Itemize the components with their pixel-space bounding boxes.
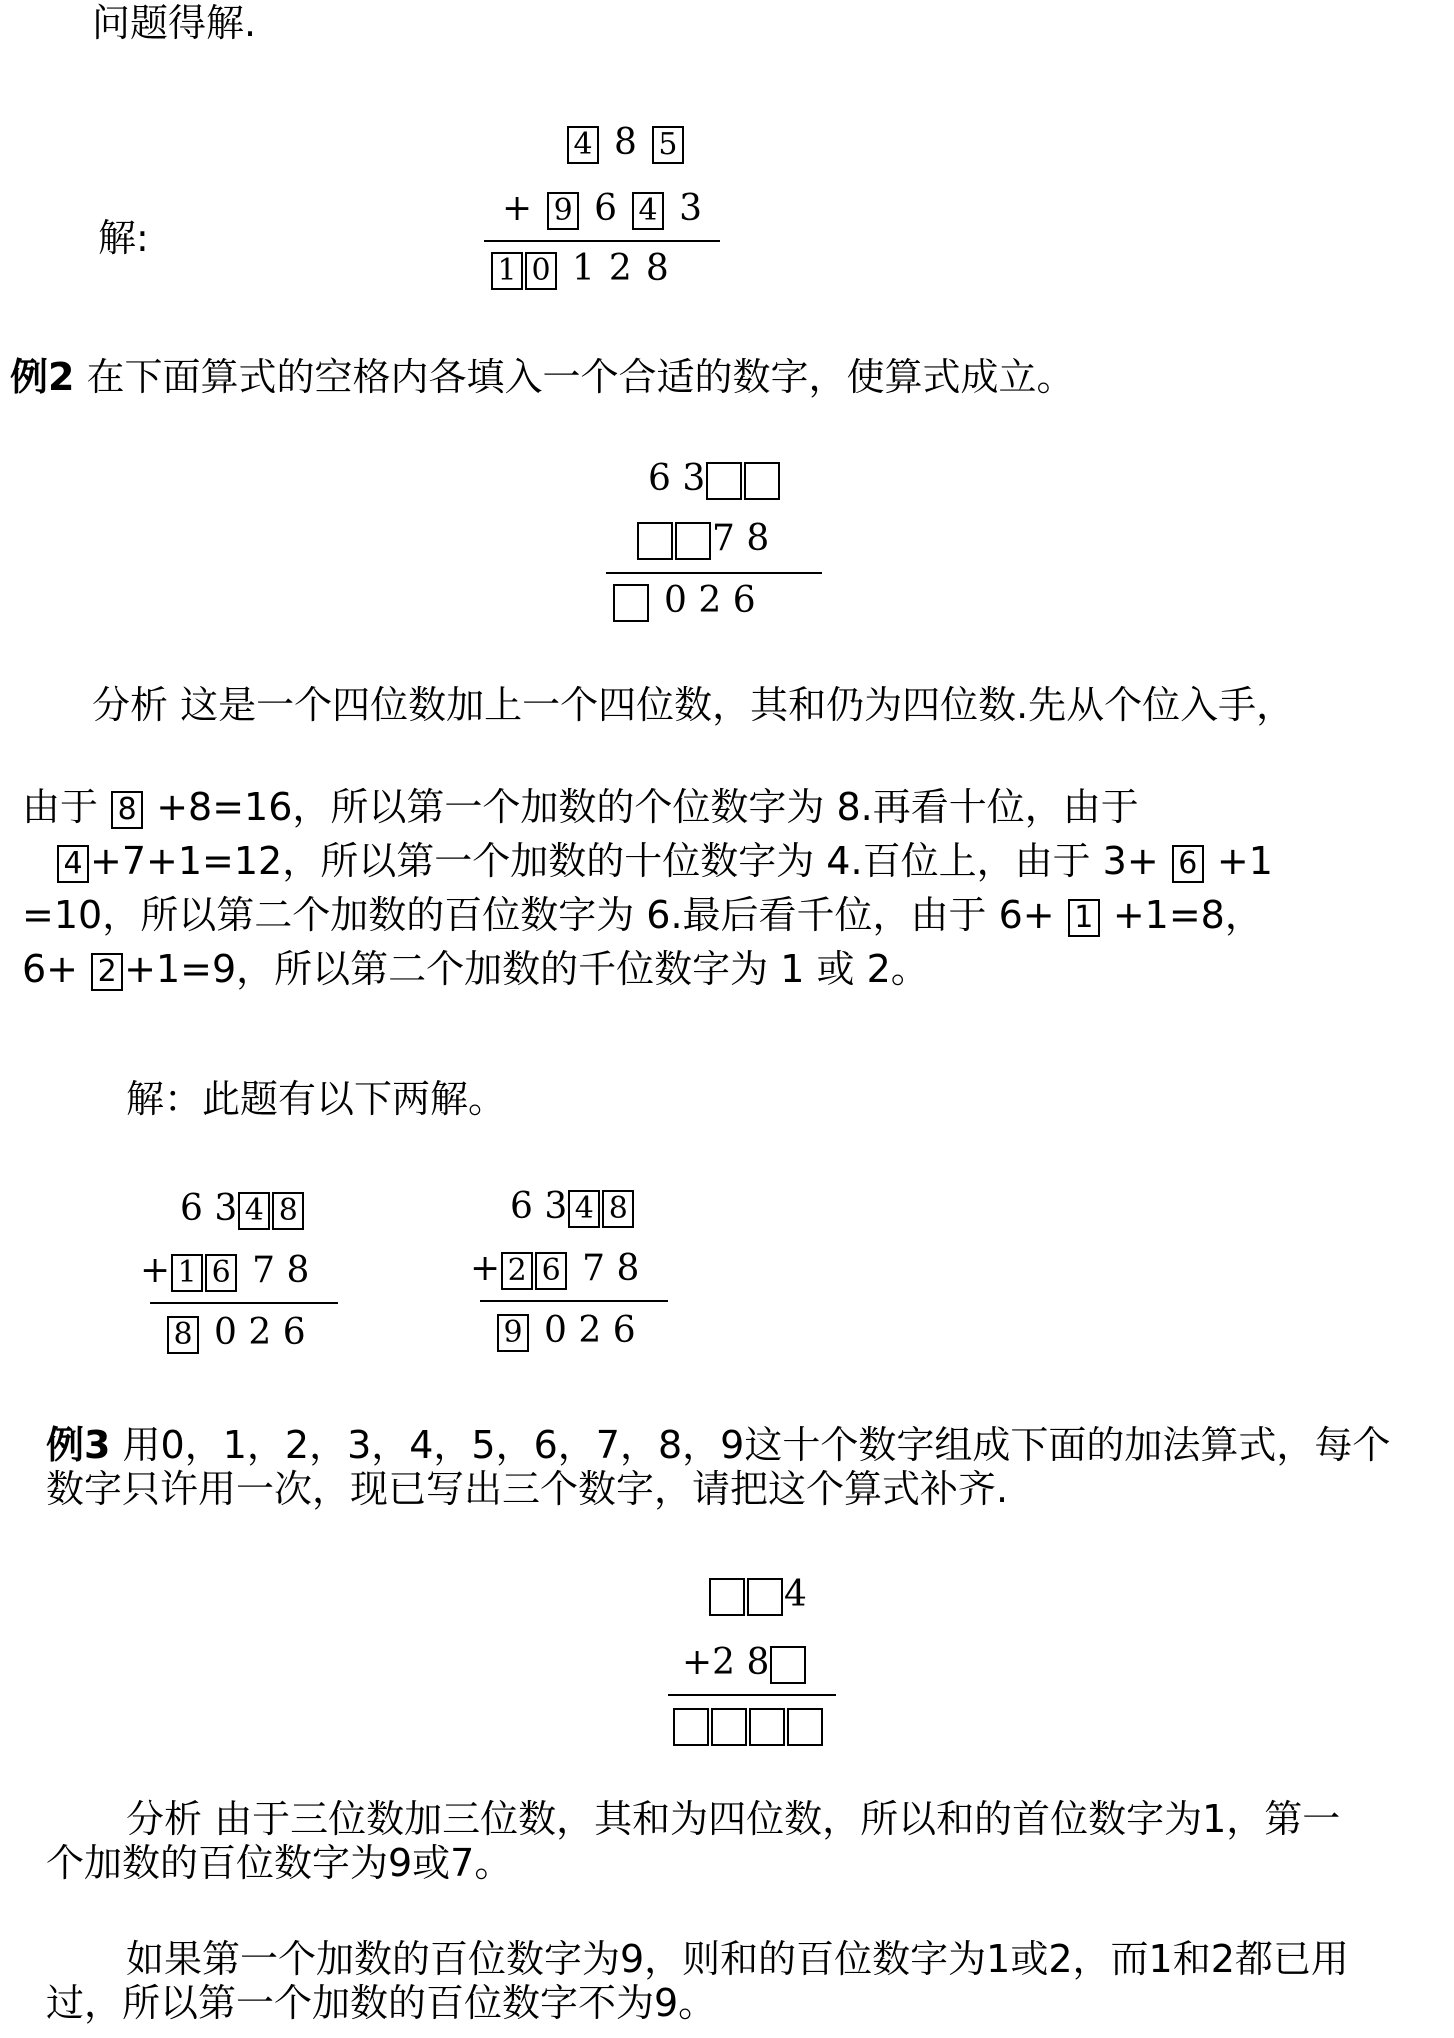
ex3-row2	[682, 1640, 807, 1686]
digit-box: 8	[602, 1190, 634, 1228]
intro-text: 问题得解.	[92, 1, 257, 45]
blank-box	[637, 522, 673, 560]
digit-box: 8	[167, 1316, 199, 1354]
digit-box: 4	[567, 126, 599, 164]
digit: 4	[784, 1574, 807, 1615]
ex3-row3	[672, 1702, 824, 1748]
digit-box: 6	[1172, 845, 1204, 883]
sum-line	[606, 572, 822, 574]
digit-box: 4	[238, 1192, 270, 1230]
ex3-paragraph-line-1: 如果第一个加数的百位数字为9，则和的百位数字为1或2，而1和2都已用	[126, 1937, 1349, 1981]
sol-a-row3	[166, 1310, 306, 1356]
example-label: 例2	[10, 355, 75, 399]
blank-box	[711, 1708, 747, 1746]
digits: 7 8	[712, 518, 770, 559]
digits: 2 8	[712, 1642, 770, 1683]
blank-box	[673, 1708, 709, 1746]
digit: 2	[608, 248, 632, 289]
digit: 1	[572, 248, 595, 289]
sol-a-row1	[180, 1186, 305, 1232]
analysis-line-3	[56, 838, 1273, 884]
ex1-row2	[502, 186, 702, 232]
analysis-line-1: 分析 这是一个四位数加上一个四位数，其和仍为四位数.先从个位入手，	[92, 683, 1295, 727]
example-2-heading	[10, 354, 1075, 400]
analysis-line-4	[22, 892, 1263, 938]
digits: 0 2 6	[544, 1310, 636, 1351]
digit-box: 1	[491, 252, 523, 290]
digit: 3	[679, 188, 702, 229]
sol-b-row3	[496, 1308, 636, 1354]
example-question: 用0，1，2，3，4，5，6，7，8，9这十个数字组成下面的加法算式，每个	[122, 1423, 1391, 1467]
plus-sign: +	[470, 1248, 501, 1289]
digit: 8	[645, 248, 669, 289]
digit-box: 0	[525, 252, 557, 290]
text-fragment: +8=16，所以第一个加数的个位数字为 8.再看十位，由于	[156, 785, 1139, 829]
sum-line	[484, 240, 720, 242]
ex3-paragraph-line-2: 过，所以第一个加数的百位数字不为9。	[46, 1981, 717, 2025]
example-label: 例3	[46, 1423, 111, 1467]
ex1-row3	[490, 246, 669, 292]
digit-box: 4	[632, 192, 664, 230]
text-fragment: +1=8，	[1112, 893, 1263, 937]
solution-heading: 解：此题有以下两解。	[126, 1077, 507, 1121]
digit-box: 5	[652, 126, 684, 164]
ex2-row2	[636, 516, 769, 562]
digits: 6 3	[510, 1186, 568, 1227]
digits: 0 2 6	[664, 580, 756, 621]
digit-box: 4	[568, 1190, 600, 1228]
text-fragment: +1	[1216, 839, 1273, 883]
digit-box: 1	[171, 1254, 203, 1292]
example-3-heading-line-2: 数字只许用一次，现已写出三个数字，请把这个算式补齐.	[46, 1467, 1009, 1511]
digit: 6	[594, 188, 618, 229]
blank-box	[787, 1708, 823, 1746]
ex3-analysis-line-1: 分析 由于三位数加三位数，其和为四位数，所以和的首位数字为1，第一	[126, 1797, 1341, 1841]
sum-line	[668, 1694, 836, 1696]
ex3-row1	[708, 1572, 807, 1618]
ex1-row1	[566, 120, 685, 166]
digits: 0 2 6	[214, 1312, 306, 1353]
text-fragment: =10，所以第二个加数的百位数字为 6.最后看千位，由于 6+	[22, 893, 1055, 937]
digit-box: 6	[205, 1254, 237, 1292]
ex2-row1	[648, 456, 781, 502]
digit-box: 1	[1068, 899, 1100, 937]
digit-box: 9	[547, 192, 579, 230]
digit: 8	[614, 122, 637, 163]
example-3-heading-line-1	[46, 1422, 1390, 1468]
digit-box: 2	[501, 1252, 533, 1290]
blank-box	[706, 462, 742, 500]
digit-box: 8	[272, 1192, 304, 1230]
plus-sign: +	[682, 1642, 713, 1683]
text-fragment: +1=9，所以第二个加数的千位数字为 1 或 2。	[124, 947, 929, 991]
digit-box: 6	[535, 1252, 567, 1290]
digits: 7 8	[582, 1248, 640, 1289]
sum-line	[480, 1300, 668, 1302]
ex3-analysis-line-2: 个加数的百位数字为9或7。	[46, 1841, 513, 1885]
text-fragment: +7+1=12，所以第一个加数的十位数字为 4.百位上，由于 3+	[90, 839, 1159, 883]
blank-box	[744, 462, 780, 500]
digit-box: 4	[57, 845, 89, 883]
digits: 6 3	[648, 458, 706, 499]
blank-box	[749, 1708, 785, 1746]
analysis-line-5	[22, 946, 929, 992]
text-fragment: 由于	[22, 785, 99, 829]
blank-box	[747, 1578, 783, 1616]
digits: 6 3	[180, 1188, 238, 1229]
blank-box	[675, 522, 711, 560]
digit-box: 8	[111, 791, 143, 829]
digit-box: 9	[497, 1314, 529, 1352]
sol-b-row2	[470, 1246, 639, 1292]
digit-box: 2	[91, 953, 123, 991]
blank-box	[613, 584, 649, 622]
plus-sign: +	[502, 188, 533, 229]
text-fragment: 6+	[22, 947, 79, 991]
sol-b-row1	[510, 1184, 635, 1230]
ex2-row3	[612, 578, 756, 624]
analysis-line-2	[22, 784, 1139, 830]
blank-box	[770, 1646, 806, 1684]
blank-box	[709, 1578, 745, 1616]
plus-sign: +	[140, 1250, 171, 1291]
example-question: 在下面算式的空格内各填入一个合适的数字，使算式成立。	[86, 355, 1075, 399]
solution-label: 解:	[98, 216, 149, 260]
sol-a-row2	[140, 1248, 309, 1294]
digits: 7 8	[252, 1250, 310, 1291]
sum-line	[150, 1302, 338, 1304]
